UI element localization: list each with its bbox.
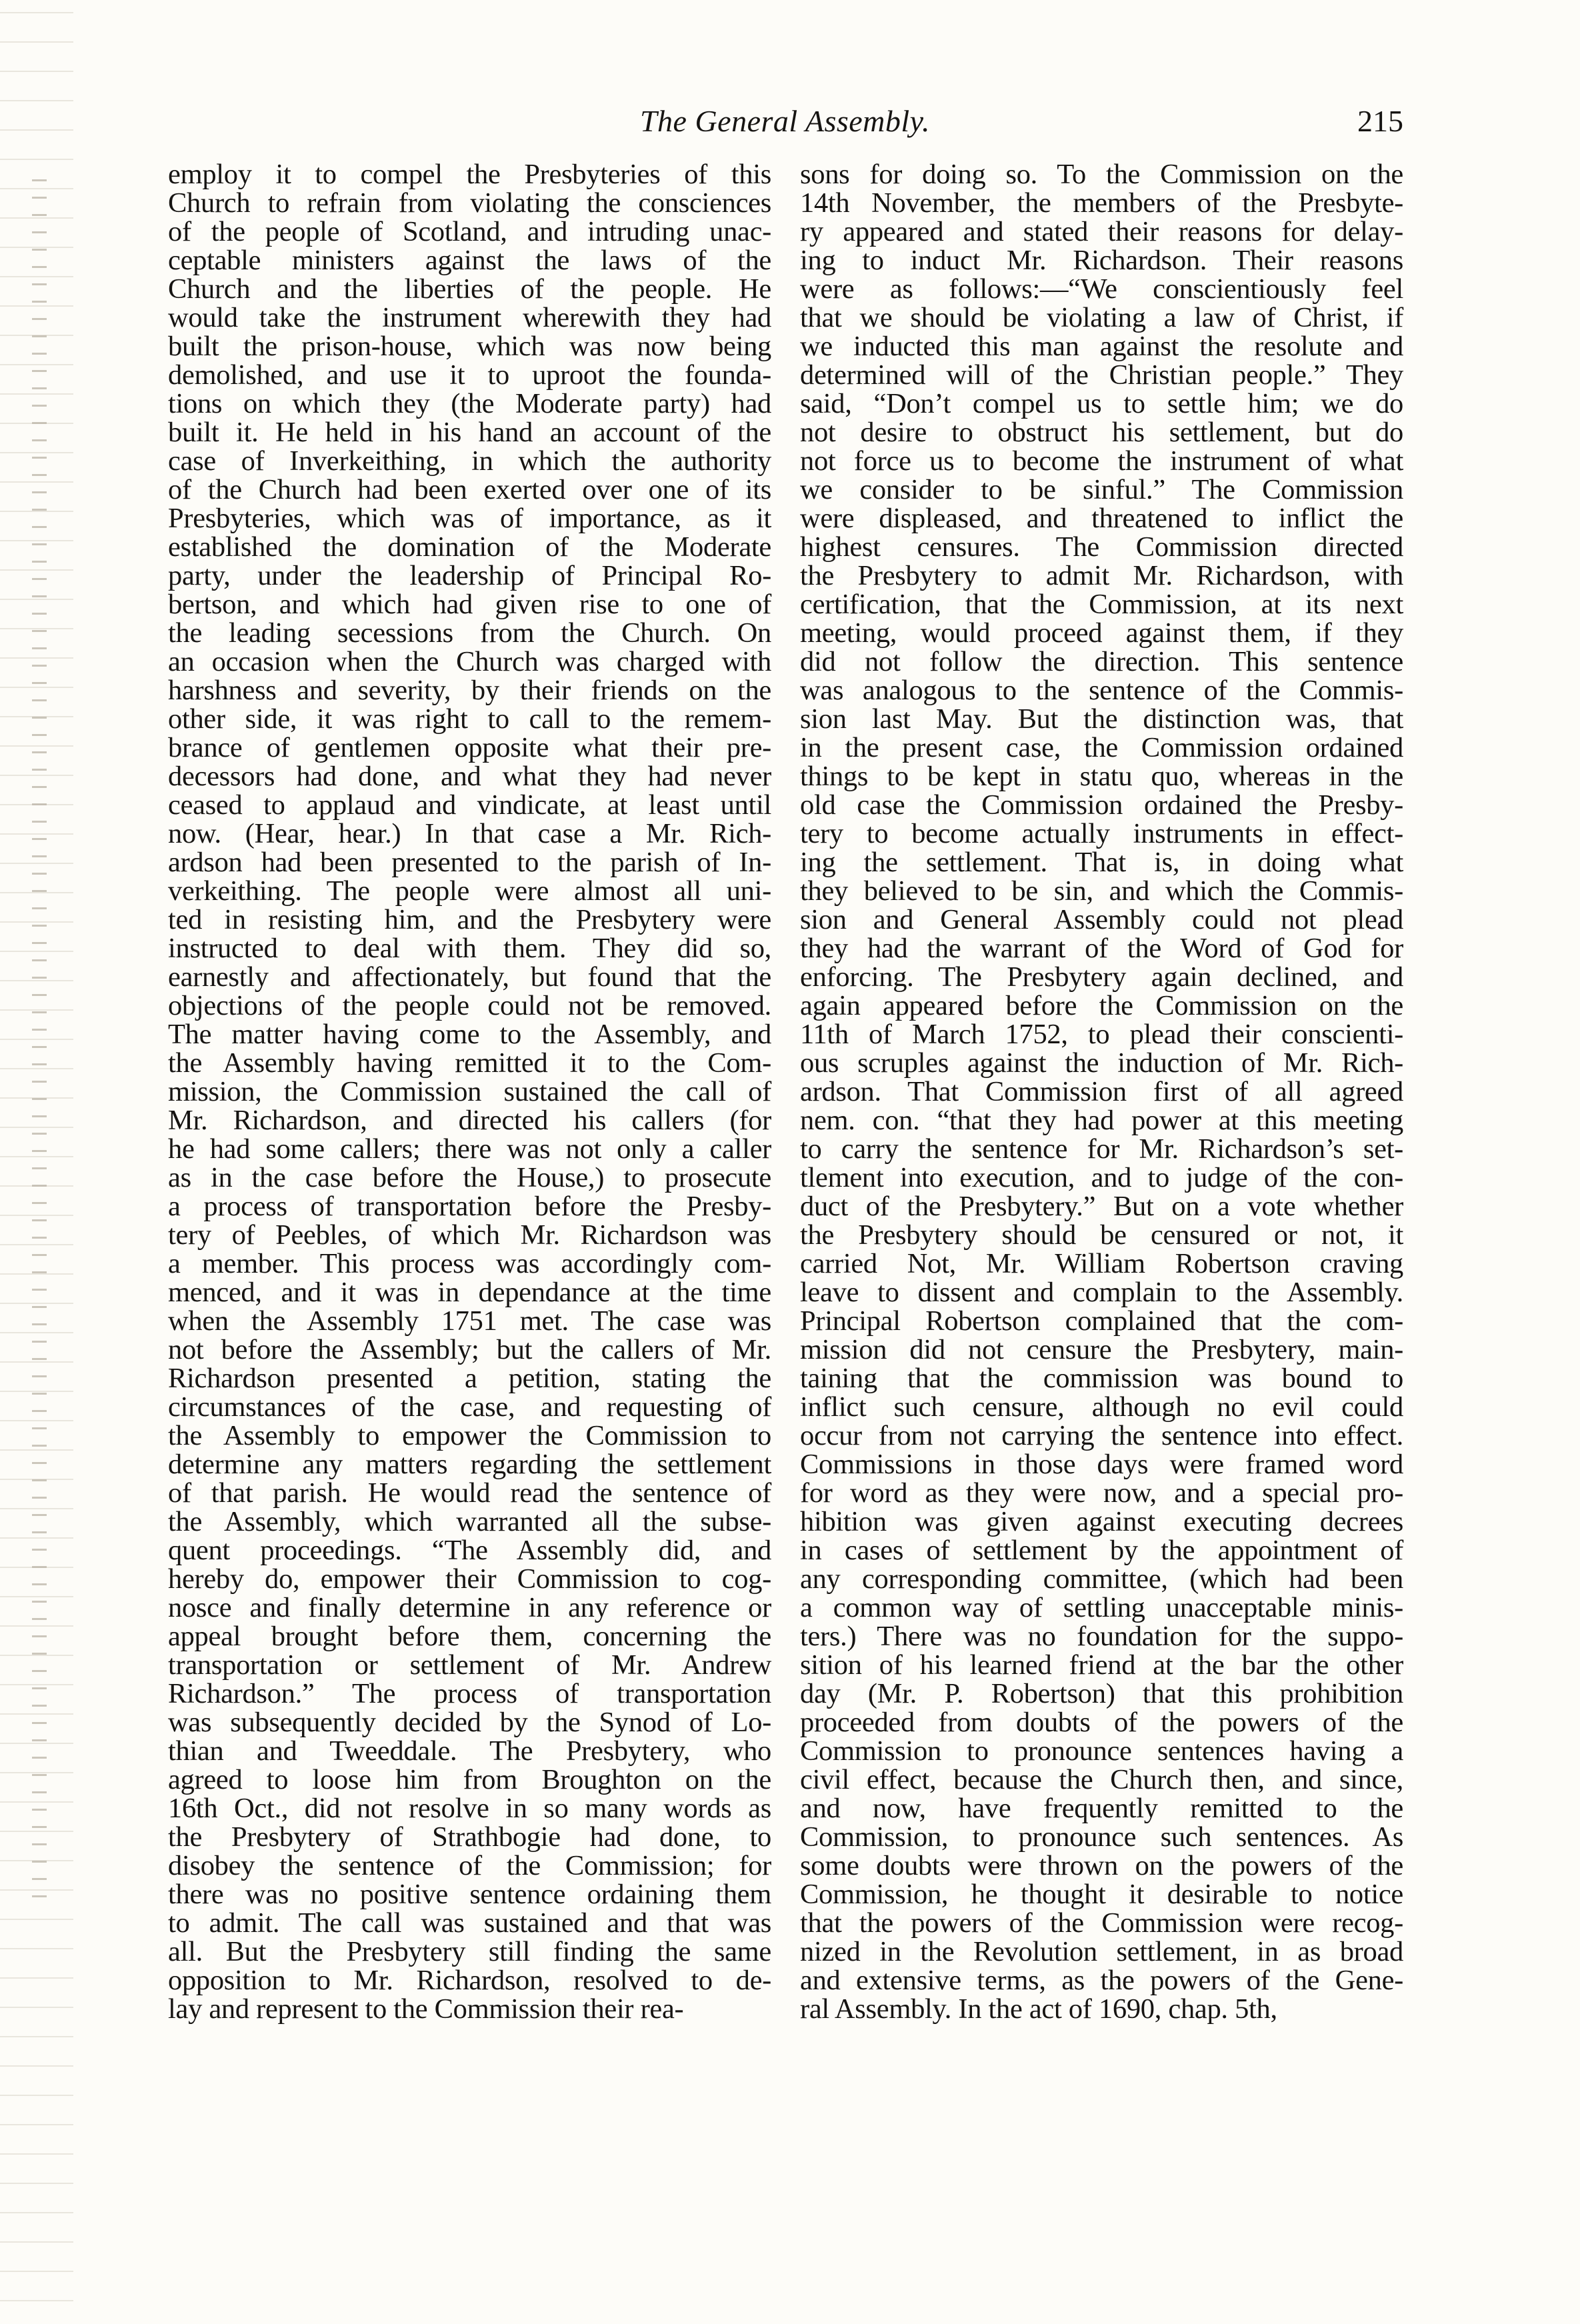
page-header (167, 103, 1403, 157)
text-line-left: other side, it was right to call to the remem- (168, 703, 771, 735)
text-line-right: tlement into execution, and to judge of the con- (800, 1162, 1403, 1193)
text-line-left: menced, and it was in dependance at the time (168, 1277, 771, 1308)
text-line-left: harshness and severity, by their friends on the (168, 675, 771, 706)
text-line-left: tions on which they (the Moderate party) had (168, 388, 771, 419)
text-line-left: tery of Peebles, of which Mr. Richardson was (168, 1219, 771, 1251)
text-line-right: ters.) There was no foundation for the suppo- (800, 1621, 1403, 1652)
text-line-right: sition of his learned friend at the bar the other (800, 1649, 1403, 1681)
text-line-right: determined will of the Christian people.” They (800, 359, 1403, 391)
text-column-right (800, 160, 1403, 2023)
text-line-left: of the people of Scotland, and intruding unac- (168, 216, 771, 247)
text-line-right: ry appeared and stated their reasons for delay- (800, 216, 1403, 247)
text-line-left: the Assembly having remitted it to the Com- (168, 1047, 771, 1079)
text-line-left: verkeithing. The people were almost all uni- (168, 875, 771, 907)
text-line-left: a member. This process was accordingly com- (168, 1248, 771, 1279)
text-line-right: that we should be violating a law of Christ, if (800, 302, 1403, 333)
text-line-right: inflict such censure, although no evil could (800, 1391, 1403, 1423)
text-line-left: disobey the sentence of the Commission; for (168, 1850, 771, 1881)
text-line-right: Commissions in those days were framed word (800, 1449, 1403, 1480)
text-line-left: there was no positive sentence ordaining them (168, 1879, 771, 1910)
text-line-right: Commission, to pronounce such sentences. As (800, 1821, 1403, 1853)
text-line-right: ing the settlement. That is, in doing what (800, 847, 1403, 878)
text-line-left: ardson had been presented to the parish of In- (168, 847, 771, 878)
text-line-right: we consider to be sinful.” The Commission (800, 474, 1403, 505)
text-line-left: bertson, and which had given rise to one of (168, 589, 771, 620)
text-line-left: quent proceedings. “The Assembly did, and (168, 1535, 771, 1566)
text-line-left: Richardson.” The process of transportation (168, 1678, 771, 1709)
text-line-left: built the prison-house, which was now being (168, 331, 771, 362)
text-line-right: hibition was given against executing decrees (800, 1506, 1403, 1537)
text-line-right: certification, that the Commission, at its next (800, 589, 1403, 620)
binding-edge-marks (32, 173, 47, 1907)
text-line-left: when the Assembly 1751 met. The case was (168, 1305, 771, 1337)
text-line-right: meeting, would proceed against them, if they (800, 617, 1403, 649)
text-line-right: some doubts were thrown on the powers of the (800, 1850, 1403, 1881)
text-line-right: sion and General Assembly could not plead (800, 904, 1403, 935)
text-line-left: Church and the liberties of the people. He (168, 273, 771, 305)
text-line-right: things to be kept in statu quo, whereas in the (800, 761, 1403, 792)
text-line-right: occur from not carrying the sentence into effect. (800, 1420, 1403, 1451)
text-line-left: the Assembly, which warranted all the subse- (168, 1506, 771, 1537)
text-line-left: all. But the Presbytery still finding the same (168, 1936, 771, 1967)
text-line-left: lay and represent to the Commission their rea- (168, 1993, 684, 2025)
text-line-right: to carry the sentence for Mr. Richardson’s set- (800, 1133, 1403, 1165)
text-line-left: instructed to deal with them. They did so, (168, 933, 771, 964)
text-line-left: employ it to compel the Presbyteries of this (168, 159, 771, 190)
text-line-right: said, “Don’t compel us to settle him; we do (800, 388, 1403, 419)
text-line-right: mission did not censure the Presbytery, main- (800, 1334, 1403, 1365)
text-line-right: we inducted this man against the resolute and (800, 331, 1403, 362)
text-line-right: ous scruples against the induction of Mr. Rich- (800, 1047, 1403, 1079)
text-line-left: of the Church had been exerted over one of its (168, 474, 771, 505)
text-line-right: nized in the Revolution settlement, in as broad (800, 1936, 1403, 1967)
text-line-left: now. (Hear, hear.) In that case a Mr. Rich- (168, 818, 771, 849)
text-line-right: civil effect, because the Church then, and since, (800, 1764, 1403, 1795)
text-line-left: brance of gentlemen opposite what their pre- (168, 732, 771, 763)
text-line-left: party, under the leadership of Principal Ro- (168, 560, 771, 591)
text-line-left: established the domination of the Moderate (168, 531, 771, 563)
text-line-right: day (Mr. P. Robertson) that this prohibition (800, 1678, 1403, 1709)
text-line-right: that the powers of the Commission were recog- (800, 1907, 1403, 1939)
text-line-left: to admit. The call was sustained and that was (168, 1907, 771, 1939)
text-line-right: ral Assembly. In the act of 1690, chap. 5th, (800, 1993, 1277, 2025)
text-line-right: 14th November, the members of the Presbyte- (800, 187, 1403, 219)
text-line-right: the Presbytery to admit Mr. Richardson, with (800, 560, 1403, 591)
text-line-left: ceased to applaud and vindicate, at least until (168, 789, 771, 821)
text-line-right: Principal Robertson complained that the com- (800, 1305, 1403, 1337)
text-line-right: any corresponding committee, (which had been (800, 1563, 1403, 1595)
text-line-right: the Presbytery should be censured or not, it (800, 1219, 1403, 1251)
text-line-right: were as follows:—“We conscientiously feel (800, 273, 1403, 305)
text-line-left: case of Inverkeithing, in which the authority (168, 445, 771, 477)
text-line-right: sons for doing so. To the Commission on the (800, 159, 1403, 190)
text-line-right: 11th of March 1752, to plead their conscienti- (800, 1019, 1403, 1050)
text-line-left: Mr. Richardson, and directed his callers (for (168, 1105, 771, 1136)
text-line-left: earnestly and affectionately, but found that the (168, 961, 771, 993)
text-line-left: opposition to Mr. Richardson, resolved to de- (168, 1965, 771, 1996)
text-line-left: The matter having come to the Assembly, and (168, 1019, 771, 1050)
text-line-right: sion last May. But the distinction was, that (800, 703, 1403, 735)
text-line-right: for word as they were now, and a special pro- (800, 1477, 1403, 1509)
text-line-right: not force us to become the instrument of what (800, 445, 1403, 477)
text-line-right: proceeded from doubts of the powers of the (800, 1707, 1403, 1738)
text-line-right: Commission, he thought it desirable to notice (800, 1879, 1403, 1910)
text-line-left: 16th Oct., did not resolve in so many words as (168, 1793, 771, 1824)
text-line-right: leave to dissent and complain to the Assembly. (800, 1277, 1403, 1308)
text-line-right: nem. con. “that they had power at this meeting (800, 1105, 1403, 1136)
text-line-left: demolished, and use it to uproot the founda- (168, 359, 771, 391)
text-line-right: old case the Commission ordained the Presby- (800, 789, 1403, 821)
text-line-right: ardson. That Commission first of all agreed (800, 1076, 1403, 1107)
text-line-left: not before the Assembly; but the callers of Mr. (168, 1334, 771, 1365)
text-line-right: carried Not, Mr. William Robertson craving (800, 1248, 1403, 1279)
text-line-right: ing to induct Mr. Richardson. Their reasons (800, 245, 1403, 276)
text-line-right: in cases of settlement by the appointment of (800, 1535, 1403, 1566)
text-line-right: enforcing. The Presbytery again declined, and (800, 961, 1403, 993)
text-line-left: Presbyteries, which was of importance, as it (168, 503, 771, 534)
text-line-left: as in the case before the House,) to prosecute (168, 1162, 771, 1193)
page-number: 215 (1357, 104, 1403, 138)
text-line-left: the Presbytery of Strathbogie had done, to (168, 1821, 771, 1853)
text-line-right: a common way of settling unacceptable minis- (800, 1592, 1403, 1623)
text-line-left: thian and Tweeddale. The Presbytery, who (168, 1735, 771, 1767)
text-line-right: did not follow the direction. This sentence (800, 646, 1403, 677)
text-line-right: tery to become actually instruments in effect- (800, 818, 1403, 849)
text-line-left: was subsequently decided by the Synod of Lo- (168, 1707, 771, 1738)
text-line-left: objections of the people could not be removed. (168, 990, 771, 1021)
text-line-left: the leading secessions from the Church. On (168, 617, 771, 649)
text-line-right: were displeased, and threatened to inflict the (800, 503, 1403, 534)
text-line-right: duct of the Presbytery.” But on a vote whether (800, 1191, 1403, 1222)
text-line-right: taining that the commission was bound to (800, 1363, 1403, 1394)
text-line-left: he had some callers; there was not only a caller (168, 1133, 771, 1165)
text-line-left: built it. He held in his hand an account of the (168, 417, 771, 448)
text-line-left: Richardson presented a petition, stating the (168, 1363, 771, 1394)
text-line-left: ceptable ministers against the laws of the (168, 245, 771, 276)
text-line-right: they had the warrant of the Word of God for (800, 933, 1403, 964)
text-line-right: again appeared before the Commission on the (800, 990, 1403, 1021)
text-line-left: mission, the Commission sustained the call of (168, 1076, 771, 1107)
text-line-left: determine any matters regarding the settlement (168, 1449, 771, 1480)
text-line-left: hereby do, empower their Commission to cog- (168, 1563, 771, 1595)
text-line-left: circumstances of the case, and requesting of (168, 1391, 771, 1423)
text-line-right: Commission to pronounce sentences having a (800, 1735, 1403, 1767)
text-line-left: Church to refrain from violating the consciences (168, 187, 771, 219)
text-line-left: transportation or settlement of Mr. Andrew (168, 1649, 771, 1681)
text-column-left (168, 160, 771, 2023)
text-line-left: ted in resisting him, and the Presbytery were (168, 904, 771, 935)
text-line-left: an occasion when the Church was charged with (168, 646, 771, 677)
text-line-right: and extensive terms, as the powers of the Gene- (800, 1965, 1403, 1996)
text-line-right: not desire to obstruct his settlement, but do (800, 417, 1403, 448)
running-title: The General Assembly. (639, 104, 931, 138)
text-line-left: nosce and finally determine in any reference or (168, 1592, 771, 1623)
text-line-left: the Assembly to empower the Commission to (168, 1420, 771, 1451)
text-line-right: highest censures. The Commission directed (800, 531, 1403, 563)
text-line-left: agreed to loose him from Broughton on the (168, 1764, 771, 1795)
text-line-left: decessors had done, and what they had never (168, 761, 771, 792)
text-line-right: they believed to be sin, and which the Commis- (800, 875, 1403, 907)
text-line-left: a process of transportation before the Presby- (168, 1191, 771, 1222)
text-line-left: would take the instrument wherewith they had (168, 302, 771, 333)
text-line-right: was analogous to the sentence of the Commis- (800, 675, 1403, 706)
text-line-left: of that parish. He would read the sentence of (168, 1477, 771, 1509)
text-line-right: in the present case, the Commission ordained (800, 732, 1403, 763)
text-line-left: appeal brought before them, concerning the (168, 1621, 771, 1652)
text-line-right: and now, have frequently remitted to the (800, 1793, 1403, 1824)
